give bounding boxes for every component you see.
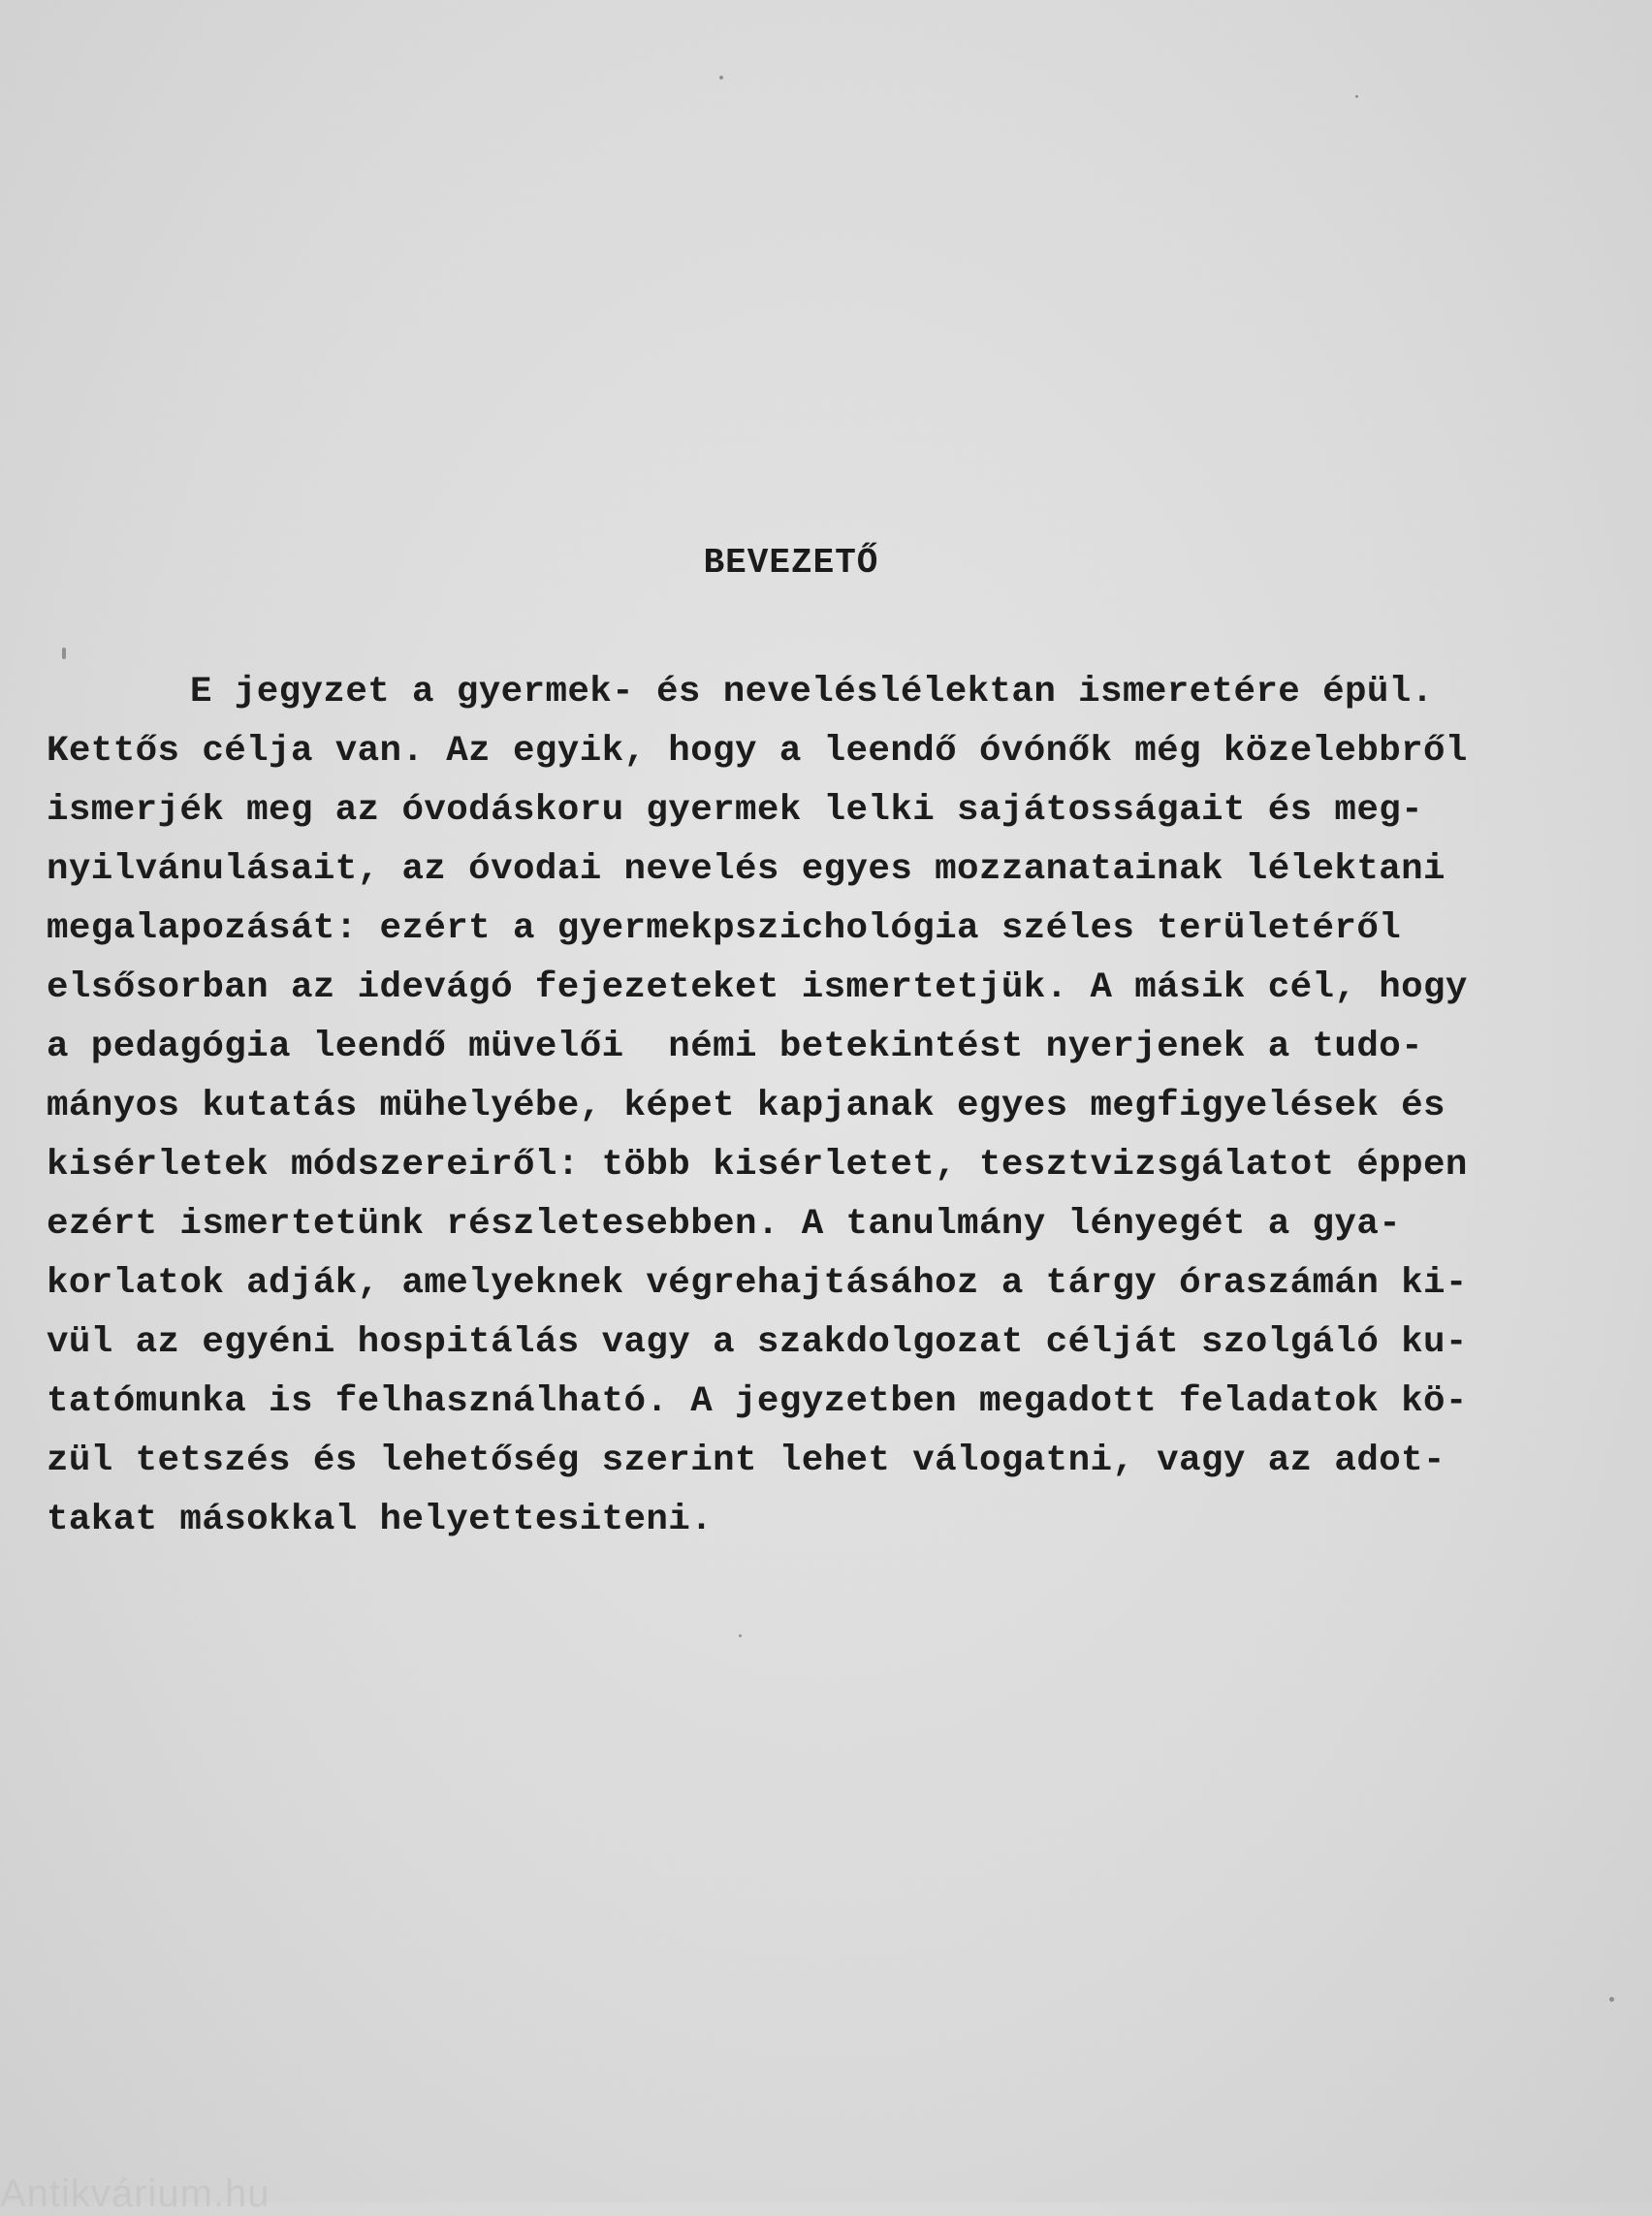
- text-line: vül az egyéni hospitálás vagy a szakdolgozat célját szolgáló ku-: [47, 1322, 1468, 1363]
- text-line: ezért ismertetünk részletesebben. A tanulmány lényegét a gya-: [47, 1204, 1402, 1245]
- paper-speck: [62, 648, 66, 659]
- text-line: Kettős célja van. Az egyik, hogy a leendő óvónők még közelebbről: [47, 731, 1468, 772]
- paper-speck: [719, 76, 723, 79]
- text-line: mányos kutatás mühelyébe, képet kapjanak egyes megfigyelések és: [47, 1086, 1446, 1126]
- introduction-paragraph: [47, 663, 1607, 1550]
- text-line: zül tetszés és lehetőség szerint lehet válogatni, vagy az adot-: [47, 1440, 1446, 1481]
- text-line: kisérletek módszereiről: több kisérletet, tesztvizsgálatot éppen: [47, 1145, 1468, 1186]
- paper-speck: [1355, 95, 1358, 98]
- text-line: elsősorban az idevágó fejezeteket ismertetjük. A másik cél, hogy: [47, 967, 1468, 1008]
- text-line: korlatok adják, amelyeknek végrehajtásához a tárgy óraszámán ki-: [47, 1263, 1468, 1304]
- text-line: nyilvánulásait, az óvodai nevelés egyes mozzanatainak lélektani: [47, 849, 1446, 890]
- text-line: E jegyzet a gyermek- és neveléslélektan ismeretére épül.: [190, 672, 1434, 712]
- text-line: tatómunka is felhasználható. A jegyzetben megadott feladatok kö-: [47, 1381, 1468, 1422]
- paper-speck: [1609, 1997, 1614, 2002]
- page-title: BEVEZETŐ: [703, 543, 879, 583]
- text-line: ismerjék meg az óvodáskoru gyermek lelki sajátosságait és meg-: [47, 790, 1424, 831]
- paper-speck: [739, 1634, 742, 1637]
- watermark-text: Antikvárium.hu: [0, 2172, 270, 2215]
- text-line: megalapozását: ezért a gyermekpszichológia széles területéről: [47, 908, 1402, 949]
- text-line: a pedagógia leendő müvelői némi betekintést nyerjenek a tudo-: [47, 1027, 1424, 1067]
- text-line: takat másokkal helyettesiteni.: [47, 1500, 714, 1540]
